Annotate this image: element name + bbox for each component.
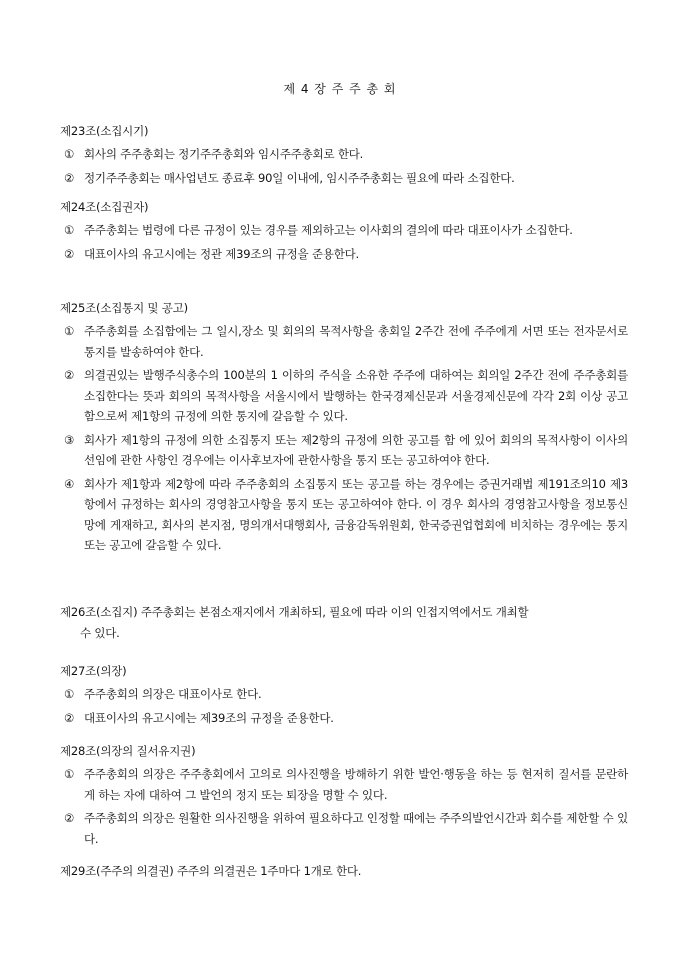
clause-number: ② [63, 170, 75, 185]
article-heading: 제28조(의장의 질서유지권) [60, 744, 196, 758]
clause [60, 144, 628, 165]
clause-number: ② [63, 710, 75, 725]
clause-text: 대표이사의 유고시에는 정관 제39조의 규정을 준용한다. [84, 246, 359, 261]
article-heading: 제27조(의장) [60, 664, 127, 678]
article-heading: 제23조(소집시기) [60, 124, 149, 138]
article-28 [60, 741, 628, 849]
clause [60, 474, 628, 556]
article-text: 주주총회는 본점소재지에서 개최하되, 필요에 따라 이의 인접지역에서도 개최할 [140, 605, 529, 619]
clause [60, 430, 628, 471]
clause-number: ① [63, 324, 75, 338]
clause-text: 정기주주총회는 매사업년도 종료후 90일 이내에, 임시주주총회는 필요에 따라 소집한다. [84, 170, 515, 185]
clause [60, 684, 628, 705]
article-25 [60, 298, 628, 556]
article-29 [60, 861, 628, 882]
clause [60, 808, 628, 849]
clause [60, 708, 628, 729]
clause [60, 244, 628, 265]
clause-number: ② [63, 246, 75, 261]
clause-text: 주주총회를 소집함에는 그 일시,장소 및 회의의 목적사항을 총회일 2주간 전에 주주에게 서면 또는 전자문서로 통지를 발송하여야 한다. [84, 324, 628, 359]
clause-number: ④ [63, 476, 75, 491]
article-text: 주주의 의결권은 1주마다 1개로 한다. [177, 864, 362, 878]
clause [60, 220, 628, 241]
article-heading: 제24조(소집권자) [60, 200, 149, 214]
article-26 [60, 602, 628, 643]
article-heading: 제25조(소집통지 및 공고) [60, 301, 188, 315]
clause-text: 주주총회의 의장은 대표이사로 한다. [84, 687, 262, 701]
chapter-title: 제 4 장 주 주 총 회 [283, 82, 397, 96]
article-heading: 제29조(주주의 의결권) [60, 864, 174, 878]
article-heading: 제26조(소집지) [60, 605, 138, 619]
clause-text: 회사의 주주총회는 정기주주총회와 임시주주총회로 한다. [84, 147, 364, 161]
clause-number: ① [63, 687, 75, 701]
clause-text: 회사가 제1항과 제2항에 따라 주주총회의 소집통지 또는 공고를 하는 경우에는 증권거래법 제191조의10 제3항에서 규정하는 회사의 경영참고사항을 통지 또는 공고하여야 한다. 이 경우 회사의 경영참고사항을 정보통신망에 게재하고, 회사의 본지점, 명의개서대행회사, 금융감독위원회, 한국증권업협회에 비치하는 경우에는 통지 또는 공고에 갈음할 수 있다. [84, 476, 628, 552]
clause-text: 대표이사의 유고시에는 제39조의 규정을 준용한다. [84, 710, 334, 725]
clause-number: ① [63, 223, 75, 237]
clause [60, 321, 628, 362]
clause-number: ① [63, 767, 75, 781]
clause-text: 주주총회의 의장은 주주총회에서 고의로 의사진행을 방해하기 위한 발언·행동을 하는 등 현저히 질서를 문란하게 하는 자에 대하여 그 발언의 정지 또는 퇴장을 명할 수 있다. [84, 767, 628, 802]
clause-number: ② [63, 368, 75, 382]
clause [60, 764, 628, 805]
clause-number: ① [63, 147, 75, 161]
clause [60, 365, 628, 427]
clause-text: 주주총회의 의장은 원활한 의사진행을 위하여 필요하다고 인정할 때에는 주주의발언시간과 회수를 제한할 수 있다. [84, 811, 628, 846]
article-24 [60, 197, 628, 264]
article-text-continued: 수 있다. [80, 625, 120, 640]
clause-text: 의결권있는 발행주식총수의 100분의 1 이하의 주식을 소유한 주주에 대하여는 회의일 2주간 전에 주주총회를 소집한다는 뜻과 회의의 목적사항을 서울시에서 발행하는 한국경제신문과 서울경제신문에 각각 2회 이상 공고함으로써 제1항의 규정에 의한 통지에 갈음할 수 있다. [84, 368, 628, 423]
article-23 [60, 121, 628, 188]
clause-number: ③ [63, 432, 75, 447]
clause-text: 주주총회는 법령에 다른 규정이 있는 경우를 제외하고는 이사회의 결의에 따라 대표이사가 소집한다. [84, 223, 573, 237]
clause-number: ② [63, 811, 75, 825]
clause-text: 회사가 제1항의 규정에 의한 소집통지 또는 제2항의 규정에 의한 공고를 함 에 있어 회의의 목적사항이 이사의 선임에 관한 사항인 경우에는 이사후보자에 관한사항을 통지 또는 공고하여야 한다. [84, 432, 628, 467]
article-27 [60, 661, 628, 728]
clause [60, 168, 628, 189]
